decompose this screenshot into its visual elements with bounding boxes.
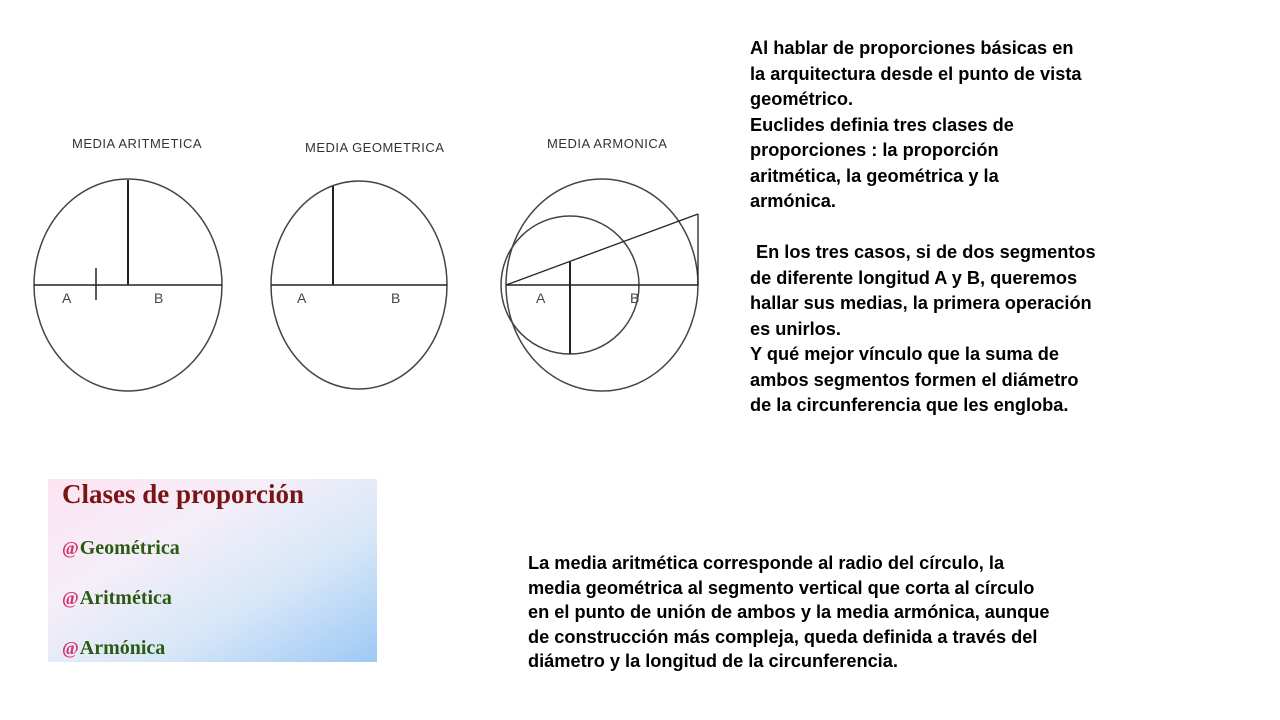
spiral-bullet-icon: @: [62, 538, 79, 558]
geometric-segment-b: B: [391, 290, 401, 306]
intro-line: hallar sus medias, la primera operación: [750, 293, 1092, 313]
arithmetic-segment-b: B: [154, 290, 164, 306]
arithmetic-segment-a: A: [62, 290, 72, 306]
intro-line: Al hablar de proporciones básicas en: [750, 38, 1074, 58]
intro-line: ambos segmentos formen el diámetro: [750, 369, 1079, 390]
geometric-segment-a: A: [297, 290, 307, 306]
intro-line: de diferente longitud A y B, queremos: [750, 267, 1078, 288]
means-diagram-svg: [0, 0, 720, 440]
harmonic-mean-diagram: [501, 136, 698, 391]
harmonic-segment-b: B: [630, 290, 640, 306]
means-explanation: [528, 551, 1243, 674]
spiral-bullet-icon: @: [62, 588, 79, 608]
intro-line: la arquitectura desde el punto de vista: [750, 63, 1082, 84]
geometric-mean-diagram: [271, 140, 447, 389]
intro-line: geométrico.: [750, 89, 854, 109]
arithmetic-mean-diagram: [34, 136, 222, 391]
intro-line: de la circunferencia que les engloba.: [750, 395, 1069, 415]
intro-line: En los tres casos, si de dos segmentos: [756, 242, 1096, 262]
means-diagrams: [0, 0, 720, 440]
intro-line: Euclides definia tres clases de: [750, 114, 1014, 135]
class-item-armonica: [62, 637, 165, 660]
explanation-line: de construcción más compleja, queda definida a través del: [528, 626, 1038, 647]
intro-line: es unirlos.: [750, 318, 841, 339]
class-item-aritmetica: [62, 587, 172, 610]
explanation-line: diámetro y la longitud de la circunferencia.: [528, 651, 898, 671]
proportion-classes-title: Clases de proporción: [62, 479, 305, 509]
explanation-line: La media aritmética corresponde al radio del círculo, la: [528, 553, 1005, 573]
explanation-line: en el punto de unión de ambos y la media armónica, aunque: [528, 602, 1050, 622]
spiral-bullet-icon: @: [62, 638, 79, 658]
harmonic-segment-a: A: [536, 290, 546, 306]
intro-line: aritmética, la geométrica y la: [750, 165, 999, 186]
intro-line: armónica.: [750, 191, 836, 211]
geometric-mean-label: MEDIA GEOMETRICA: [305, 140, 445, 155]
class-item-label: Aritmética: [79, 587, 172, 609]
class-item-geometrica: [62, 537, 180, 560]
paragraph-spacer: [750, 215, 1220, 241]
class-item-label: Geométrica: [79, 537, 180, 559]
intro-text: [750, 36, 1220, 419]
arithmetic-mean-label: MEDIA ARITMETICA: [72, 136, 203, 151]
explanation-line: media geométrica al segmento vertical que corta al círculo: [528, 577, 1035, 598]
class-item-label: Armónica: [79, 637, 166, 659]
proportion-classes-box: [48, 479, 377, 662]
intro-line: proporciones : la proporción: [750, 140, 999, 160]
intro-line: Y qué mejor vínculo que la suma de: [750, 344, 1059, 364]
harmonic-mean-label: MEDIA ARMONICA: [547, 136, 668, 151]
